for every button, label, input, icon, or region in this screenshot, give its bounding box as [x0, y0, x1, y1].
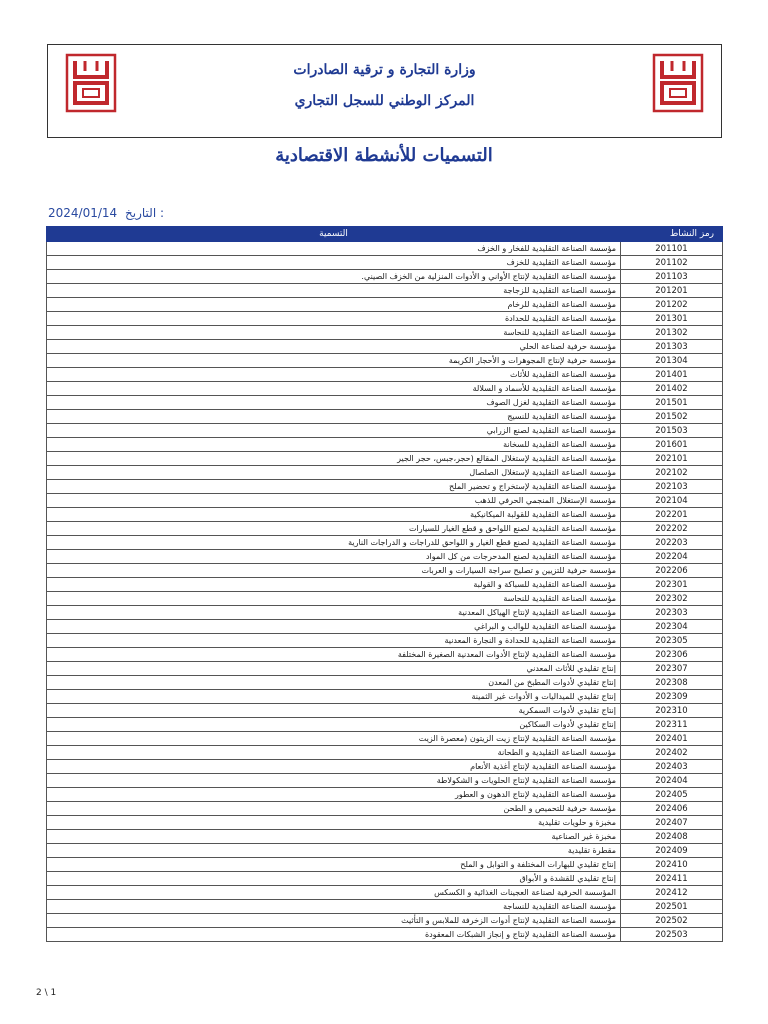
table-row: [47, 480, 723, 494]
table-row: [47, 788, 723, 802]
activity-name-cell: مؤسسة الصناعة التقليدية لإنتاج الأدوات المعدنية الصغيرة المختلفة: [47, 648, 621, 662]
activity-code-cell: 202406: [621, 802, 723, 816]
table-row: [47, 494, 723, 508]
table-row: [47, 564, 723, 578]
table-row: [47, 704, 723, 718]
activity-code-cell: 202412: [621, 886, 723, 900]
activity-name-cell: مؤسسة الصناعة التقليدية للزجاجة: [47, 284, 621, 298]
activity-code-cell: 202503: [621, 928, 723, 942]
table-row: [47, 858, 723, 872]
activity-code-cell: 202104: [621, 494, 723, 508]
activity-code-cell: 202201: [621, 508, 723, 522]
activity-code-cell: 202308: [621, 676, 723, 690]
activity-code-cell: 202501: [621, 900, 723, 914]
activity-code-cell: 202409: [621, 844, 723, 858]
table-row: [47, 312, 723, 326]
table-row: [47, 620, 723, 634]
activity-code-cell: 202203: [621, 536, 723, 550]
activity-name-cell: المؤسسة الحرفية لصناعة العجينات الغذائية و الكسكس: [47, 886, 621, 900]
activity-name-cell: إنتاج تقليدي للبهارات المختلفة و التوابل و الملح: [47, 858, 621, 872]
activity-code-cell: 201102: [621, 256, 723, 270]
activity-code-cell: 201503: [621, 424, 723, 438]
date-label: التاريخ :: [125, 206, 165, 220]
table-row: [47, 326, 723, 340]
table-row: [47, 648, 723, 662]
activity-code-cell: 201303: [621, 340, 723, 354]
activity-name-cell: مؤسسة الصناعة التقليدية و الطحانة: [47, 746, 621, 760]
activity-code-cell: 201201: [621, 284, 723, 298]
activity-code-cell: 202304: [621, 620, 723, 634]
activity-name-cell: إنتاج تقليدي لأدوات المطبخ من المعدن: [47, 676, 621, 690]
column-header-name: التسمية: [47, 227, 621, 242]
activity-name-cell: مؤسسة الصناعة التقليدية لإنتاج الحلويات و الشكولاطة: [47, 774, 621, 788]
table-header-row: [47, 227, 723, 242]
activity-code-cell: 202410: [621, 858, 723, 872]
activity-code-cell: 202402: [621, 746, 723, 760]
table-row: [47, 508, 723, 522]
activity-name-cell: مؤسسة الصناعة التقليدية لإنتاج أدوات الزخرفة للملابس و التأثيث: [47, 914, 621, 928]
table-row: [47, 410, 723, 424]
activity-name-cell: مؤسسة الصناعة التقليدية لإستخراج و تحضير الملح: [47, 480, 621, 494]
activity-code-cell: 202401: [621, 732, 723, 746]
table-row: [47, 424, 723, 438]
activity-name-cell: مؤسسة الصناعة التقليدية لإنتاج الهياكل المعدنية: [47, 606, 621, 620]
activity-code-cell: 202502: [621, 914, 723, 928]
table-row: [47, 634, 723, 648]
activity-name-cell: مؤسسة الصناعة التقليدية للأسماد و السلالة: [47, 382, 621, 396]
activities-table: [46, 226, 723, 942]
activity-name-cell: مؤسسة الإستغلال المنجمي الحرفي للذهب: [47, 494, 621, 508]
activity-code-cell: 202202: [621, 522, 723, 536]
activity-code-cell: 202306: [621, 648, 723, 662]
document-date: [48, 206, 164, 220]
activity-name-cell: إنتاج تقليدي لأدوات السكاكين: [47, 718, 621, 732]
table-row: [47, 396, 723, 410]
activity-code-cell: 202303: [621, 606, 723, 620]
table-row: [47, 354, 723, 368]
activity-name-cell: مؤسسة الصناعة التقليدية للأثاث: [47, 368, 621, 382]
activity-code-cell: 202311: [621, 718, 723, 732]
table-row: [47, 382, 723, 396]
activity-code-cell: 201103: [621, 270, 723, 284]
table-row: [47, 900, 723, 914]
activity-code-cell: 201202: [621, 298, 723, 312]
table-row: [47, 718, 723, 732]
activity-name-cell: مؤسسة حرفية للتزيين و تصليح سراجة السيارات و العربات: [47, 564, 621, 578]
activity-name-cell: مؤسسة الصناعة التقليدية للحدادة و النجارة المعدنية: [47, 634, 621, 648]
activity-name-cell: مؤسسة الصناعة التقليدية لإنتاج زيت الزيتون (معصرة الزيت: [47, 732, 621, 746]
page-number: 2 \ 1: [36, 988, 57, 998]
table-row: [47, 536, 723, 550]
date-value: 2024/01/14: [48, 206, 118, 220]
activity-name-cell: مقطرة تقليدية: [47, 844, 621, 858]
activity-code-cell: 202408: [621, 830, 723, 844]
activity-name-cell: مؤسسة الصناعة التقليدية للنسيج: [47, 410, 621, 424]
activity-code-cell: 201401: [621, 368, 723, 382]
table-row: [47, 578, 723, 592]
activity-code-cell: 202206: [621, 564, 723, 578]
activity-code-cell: 202101: [621, 452, 723, 466]
cnrc-logo-right: [652, 53, 704, 113]
table-row: [47, 816, 723, 830]
ministry-name: وزارة التجارة و ترقية الصادرات: [293, 62, 476, 78]
activity-name-cell: مؤسسة الصناعة التقليدية لإنتاج الأواني و الأدوات المنزلية من الخزف الصيني.: [47, 270, 621, 284]
activity-name-cell: إنتاج تقليدي لأدوات السمكرية: [47, 704, 621, 718]
activity-name-cell: مؤسسة حرفية لصناعة الحلي: [47, 340, 621, 354]
table-row: [47, 242, 723, 256]
activity-code-cell: 202407: [621, 816, 723, 830]
activity-code-cell: 201304: [621, 354, 723, 368]
activity-name-cell: مؤسسة الصناعة التقليدية للقولبة الميكانيكية: [47, 508, 621, 522]
table-row: [47, 256, 723, 270]
activity-code-cell: 201402: [621, 382, 723, 396]
activity-code-cell: 201502: [621, 410, 723, 424]
activity-name-cell: مؤسسة الصناعة التقليدية للحدادة: [47, 312, 621, 326]
activity-name-cell: مؤسسة الصناعة التقليدية للسباكة و القولبة: [47, 578, 621, 592]
activity-code-cell: 201301: [621, 312, 723, 326]
activity-name-cell: مؤسسة حرفية للتحميص و الطحن: [47, 802, 621, 816]
activity-code-cell: 202309: [621, 690, 723, 704]
activity-name-cell: مخبزة غير الصناعية: [47, 830, 621, 844]
activity-name-cell: مؤسسة الصناعة التقليدية للنحاسة: [47, 326, 621, 340]
activity-name-cell: مؤسسة الصناعة التقليدية للرخام: [47, 298, 621, 312]
table-row: [47, 928, 723, 942]
activity-code-cell: 202310: [621, 704, 723, 718]
table-row: [47, 872, 723, 886]
table-body: [47, 242, 723, 942]
activity-code-cell: 201101: [621, 242, 723, 256]
activity-name-cell: مؤسسة الصناعة التقليدية للوالب و البراغي: [47, 620, 621, 634]
table-row: [47, 466, 723, 480]
activity-name-cell: مؤسسة الصناعة التقليدية لإستغلال المقالع (حجر،جبس، حجر الجير: [47, 452, 621, 466]
table-row: [47, 522, 723, 536]
activity-name-cell: مخبزة و حلويات تقليدية: [47, 816, 621, 830]
activity-code-cell: 202411: [621, 872, 723, 886]
table-row: [47, 676, 723, 690]
activity-name-cell: مؤسسة الصناعة التقليدية للخزف: [47, 256, 621, 270]
activity-name-cell: مؤسسة الصناعة التقليدية لإنتاج و إنجاز الشبكات المعقودة: [47, 928, 621, 942]
center-name: المركز الوطني للسجل التجاري: [294, 93, 475, 109]
activity-code-cell: 202301: [621, 578, 723, 592]
activity-name-cell: إنتاج تقليدي للقشدة و الأبواق: [47, 872, 621, 886]
activity-name-cell: مؤسسة الصناعة التقليدية للفخار و الخزف: [47, 242, 621, 256]
table-row: [47, 452, 723, 466]
activity-name-cell: مؤسسة الصناعة التقليدية لصنع قطع الغيار و اللواحق للدراجات و الدراجات النارية: [47, 536, 621, 550]
column-header-code: رمز النشاط: [621, 227, 723, 242]
activity-code-cell: 202403: [621, 760, 723, 774]
table-row: [47, 298, 723, 312]
document-header: [47, 44, 722, 138]
activity-code-cell: 202102: [621, 466, 723, 480]
activity-code-cell: 201302: [621, 326, 723, 340]
table-row: [47, 802, 723, 816]
activity-code-cell: 201501: [621, 396, 723, 410]
activity-name-cell: مؤسسة حرفية لإنتاج المجوهرات و الأحجار الكريمة: [47, 354, 621, 368]
activity-name-cell: مؤسسة الصناعة التقليدية لإنتاج أغذية الأنعام: [47, 760, 621, 774]
activity-name-cell: إنتاج تقليدي للميداليات و الأدوات غير الثمينة: [47, 690, 621, 704]
table-row: [47, 606, 723, 620]
activity-name-cell: مؤسسة الصناعة التقليدية لغزل الصوف: [47, 396, 621, 410]
activity-name-cell: إنتاج تقليدي للأثاث المعدني: [47, 662, 621, 676]
table-row: [47, 746, 723, 760]
activity-code-cell: 201601: [621, 438, 723, 452]
activity-code-cell: 202302: [621, 592, 723, 606]
activity-name-cell: مؤسسة الصناعة التقليدية للنساجة: [47, 900, 621, 914]
activity-code-cell: 202103: [621, 480, 723, 494]
activity-code-cell: 202307: [621, 662, 723, 676]
table-row: [47, 690, 723, 704]
table-row: [47, 340, 723, 354]
table-row: [47, 662, 723, 676]
table-row: [47, 550, 723, 564]
activity-code-cell: 202204: [621, 550, 723, 564]
table-row: [47, 438, 723, 452]
activity-name-cell: مؤسسة الصناعة التقليدية لصنع اللواحق و قطع الغيار للسيارات: [47, 522, 621, 536]
table-row: [47, 830, 723, 844]
table-row: [47, 774, 723, 788]
activity-name-cell: مؤسسة الصناعة التقليدية لإستغلال الصلصال: [47, 466, 621, 480]
activity-code-cell: 202404: [621, 774, 723, 788]
activity-name-cell: مؤسسة الصناعة التقليدية لصنع الزرابي: [47, 424, 621, 438]
table-row: [47, 270, 723, 284]
activity-code-cell: 202305: [621, 634, 723, 648]
table-row: [47, 284, 723, 298]
table-row: [47, 760, 723, 774]
activity-name-cell: مؤسسة الصناعة التقليدية للسخانة: [47, 438, 621, 452]
table-row: [47, 732, 723, 746]
activity-name-cell: مؤسسة الصناعة التقليدية لإنتاج الدهون و العطور: [47, 788, 621, 802]
document-title: التسميات للأنشطة الاقتصادية: [275, 145, 493, 166]
table-row: [47, 844, 723, 858]
activity-code-cell: 202405: [621, 788, 723, 802]
activity-name-cell: مؤسسة الصناعة التقليدية للنحاسة: [47, 592, 621, 606]
table-row: [47, 592, 723, 606]
table-row: [47, 914, 723, 928]
table-row: [47, 368, 723, 382]
activity-name-cell: مؤسسة الصناعة التقليدية لصنع المدحرجات من كل المواد: [47, 550, 621, 564]
table-row: [47, 886, 723, 900]
